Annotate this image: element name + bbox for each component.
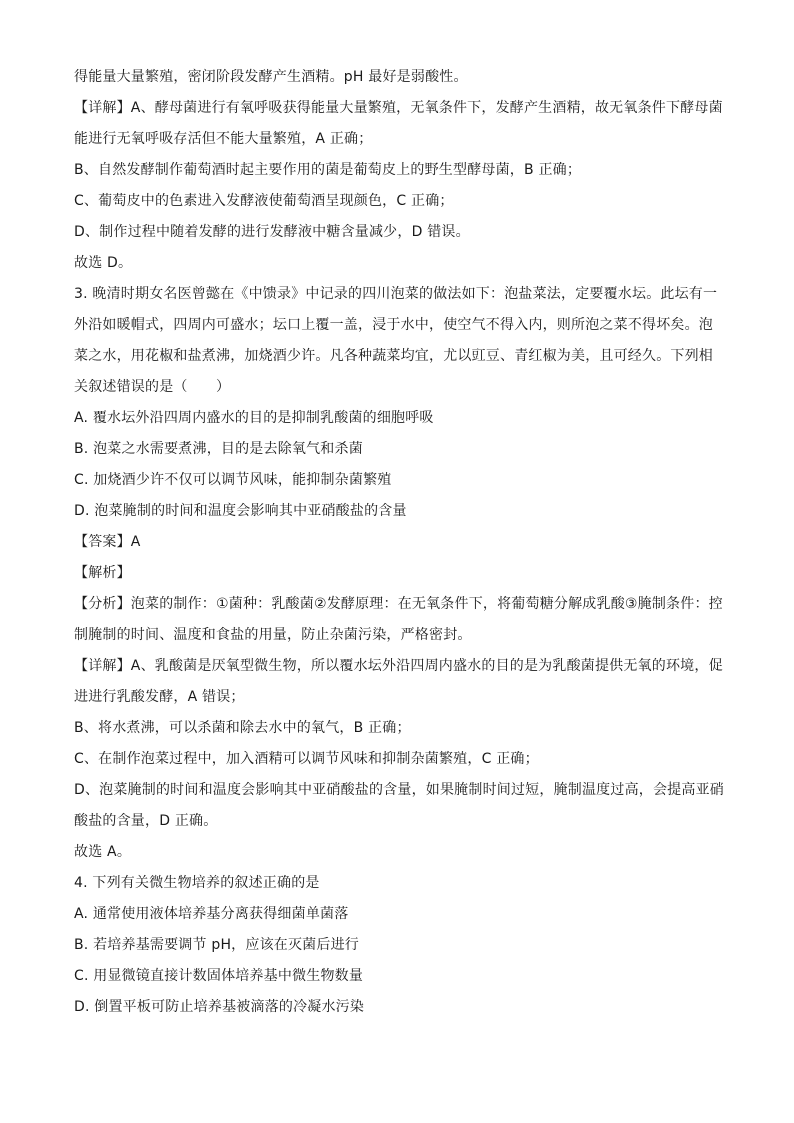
- detail-item-c: C、葡萄皮中的色素进入发酵液使葡萄酒呈现颜色，C 正确；: [74, 193, 454, 209]
- question-4-option-a: A. 通常使用液体培养基分离获得细菌单菌落: [74, 906, 349, 922]
- question-3-option-d: D. 泡菜腌制的时间和温度会影响其中亚硝酸盐的含量: [74, 503, 407, 519]
- question-4-option-c: C. 用显微镜直接计数固体培养基中微生物数量: [74, 968, 364, 984]
- detail-item-b: B、自然发酵制作葡萄酒时起主要作用的菌是葡萄皮上的野生型酵母菌，B 正确；: [74, 162, 582, 178]
- answer-choice-line: 故选 D。: [74, 255, 133, 271]
- detail-item-c-2: C、在制作泡菜过程中，加入酒精可以调节风味和抑制杂菌繁殖，C 正确；: [74, 751, 539, 767]
- detail-paragraph-yeast: 【详解】A、酵母菌进行有氧呼吸获得能量大量繁殖，无氧条件下，发酵产生酒精，故无氧条件下酵母菌能进行无氧呼吸存活但不能大量繁殖，A 正确；: [74, 100, 723, 147]
- analysis-paragraph: 【分析】泡菜的制作：①菌种：乳酸菌②发酵原理：在无氧条件下，将葡萄糖分解成乳酸③腌制条件：控制腌制的时间、温度和食盐的用量，防止杂菌污染，严格密封。: [74, 596, 723, 643]
- answer-label: 【答案】A: [74, 534, 141, 550]
- answer-choice-line-2: 故选 A。: [74, 844, 132, 860]
- question-4-option-b: B. 若培养基需要调节 pH，应该在灭菌后进行: [74, 937, 359, 953]
- document-body: [74, 62, 724, 1023]
- detail-paragraph-lactic: 【详解】A、乳酸菌是厌氧型微生物，所以覆水坛外沿四周内盛水的目的是为乳酸菌提供无氧的环境，促进进行乳酸发酵，A 错误；: [74, 658, 723, 705]
- question-3-option-a: A. 覆水坛外沿四周内盛水的目的是抑制乳酸菌的细胞呼吸: [74, 410, 434, 426]
- detail-item-d: D、制作过程中随着发酵的进行发酵液中糖含量减少，D 错误。: [74, 224, 470, 240]
- detail-item-d-2: D、泡菜腌制的时间和温度会影响其中亚硝酸盐的含量，如果腌制时间过短，腌制温度过高，会提高亚硝酸盐的含量，D 正确。: [74, 782, 724, 829]
- question-4-stem: 4. 下列有关微生物培养的叙述正确的是: [74, 875, 320, 891]
- question-3-option-b: B. 泡菜之水需要煮沸，目的是去除氧气和杀菌: [74, 441, 363, 457]
- question-3-option-c: C. 加烧酒少许不仅可以调节风味，能抑制杂菌繁殖: [74, 472, 392, 488]
- explanation-label: 【解析】: [74, 565, 131, 581]
- question-4-option-d: D. 倒置平板可防止培养基被滴落的冷凝水污染: [74, 999, 365, 1015]
- detail-item-b-2: B、将水煮沸，可以杀菌和除去水中的氧气，B 正确；: [74, 720, 411, 736]
- text-line-previous-analysis: 得能量大量繁殖，密闭阶段发酵产生酒精。pH 最好是弱酸性。: [74, 69, 468, 85]
- question-3-stem: 3. 晚清时期女名医曾懿在《中馈录》中记录的四川泡菜的做法如下：泡盐菜法，定要覆水坛。此坛有一外沿如暖帽式，四周内可盛水；坛口上覆一盖，浸于水中，使空气不得入内，则所泡之菜不得坏矣。泡菜之水，用花椒和盐煮沸，加烧酒少许。凡各种蔬菜均宜，尤以豇豆、青红椒为美，且可经久。下列相关叙述错误的是（ ）: [74, 286, 718, 395]
